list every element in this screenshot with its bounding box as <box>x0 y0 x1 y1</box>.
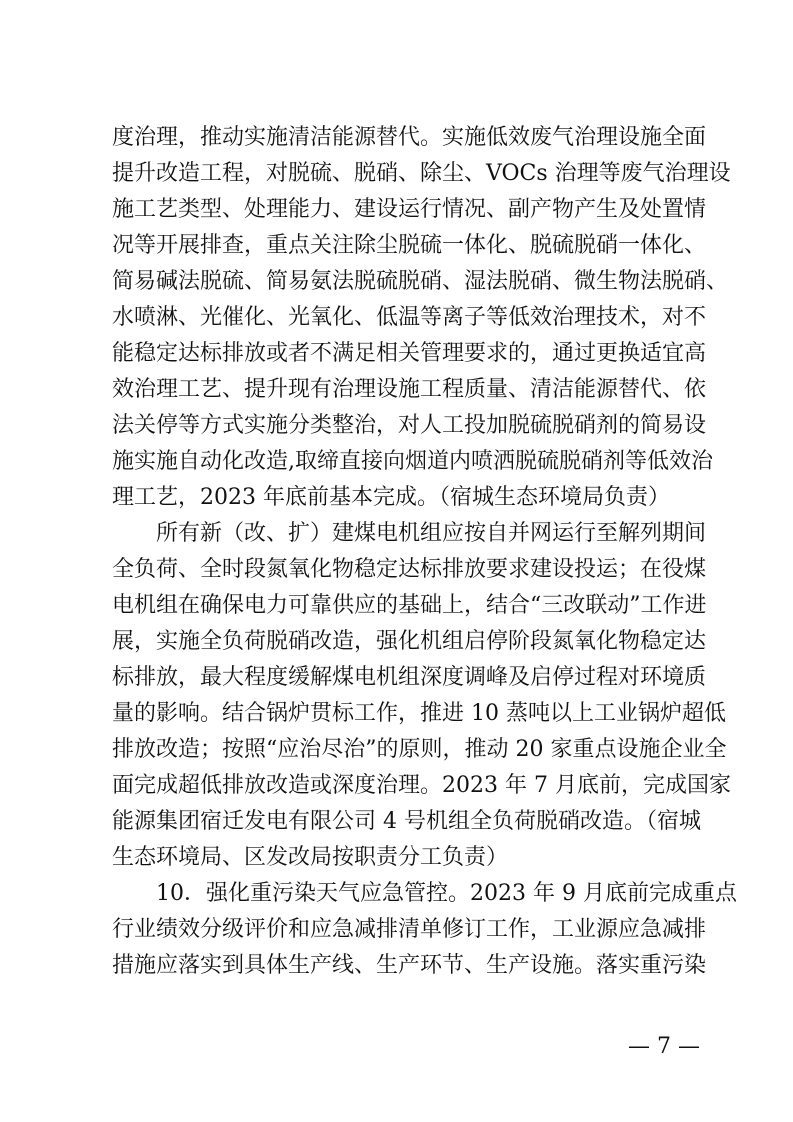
text-line-3: 施工艺类型、处理能力、建设运行情况、副产物产生及处置情 <box>112 197 707 222</box>
text-line-15: 展，实施全负荷脱硝改造，强化机组启停阶段氮氧化物稳定达 <box>112 629 707 654</box>
text-line-21: 生态环境局、区发改局按职责分工负责） <box>112 845 509 870</box>
text-line-24: 措施应落实到具体生产线、生产环节、生产设施。落实重污染 <box>112 953 707 978</box>
text-line-4: 况等开展排查，重点关注除尘脱硫一体化、脱硫脱硝一体化、 <box>112 233 707 258</box>
text-line-2: 提升改造工程，对脱硫、脱硝、除尘、VOCs 治理等废气治理设 <box>112 161 731 186</box>
text-line-5: 简易碱法脱硫、简易氨法脱硫脱硝、湿法脱硝、微生物法脱硝、 <box>112 269 729 294</box>
text-line-11: 理工艺，2023 年底前基本完成。（宿城生态环境局负责） <box>112 485 670 510</box>
text-line-6: 水喷淋、光催化、光氧化、低温等离子等低效治理技术，对不 <box>112 305 707 330</box>
section-heading-line-22: 10．强化重污染天气应急管控。2023 年 9 月底前完成重点 <box>156 881 737 906</box>
text-line-17: 量的影响。结合锅炉贯标工作，推进 10 蒸吨以上工业锅炉超低 <box>112 701 726 726</box>
text-line-16: 标排放，最大程度缓解煤电机组深度调峰及启停过程对环境质 <box>112 665 707 690</box>
text-line-10: 施实施自动化改造,取缔直接向烟道内喷洒脱硫脱硝剂等低效治 <box>112 449 713 474</box>
text-line-18: 排放改造；按照“应治尽治”的原则，推动 20 家重点设施企业全 <box>112 737 727 762</box>
text-line-23: 行业绩效分级评价和应急减排清单修订工作，工业源应急减排 <box>112 917 707 942</box>
text-line-13: 全负荷、全时段氮氧化物稳定达标排放要求建设投运；在役煤 <box>112 557 707 582</box>
text-line-14: 电机组在确保电力可靠供应的基础上，结合“三改联动”工作进 <box>112 593 707 618</box>
text-line-9: 法关停等方式实施分类整治，对人工投加脱硫脱硝剂的简易设 <box>112 413 707 438</box>
text-line-19: 面完成超低排放改造或深度治理。2023 年 7 月底前，完成国家 <box>112 773 731 798</box>
text-line-1: 度治理，推动实施清洁能源替代。实施低效废气治理设施全面 <box>112 125 707 150</box>
paragraph-start-line-12: 所有新（改、扩）建煤电机组应按自并网运行至解列期间 <box>156 521 707 546</box>
text-line-20: 能源集团宿迁发电有限公司 4 号机组全负荷脱硝改造。（宿城 <box>112 809 701 834</box>
page-number: — 7 — <box>628 1034 700 1059</box>
text-line-8: 效治理工艺、提升现有治理设施工程质量、清洁能源替代、依 <box>112 377 707 402</box>
text-line-7: 能稳定达标排放或者不满足相关管理要求的，通过更换适宜高 <box>112 341 707 366</box>
